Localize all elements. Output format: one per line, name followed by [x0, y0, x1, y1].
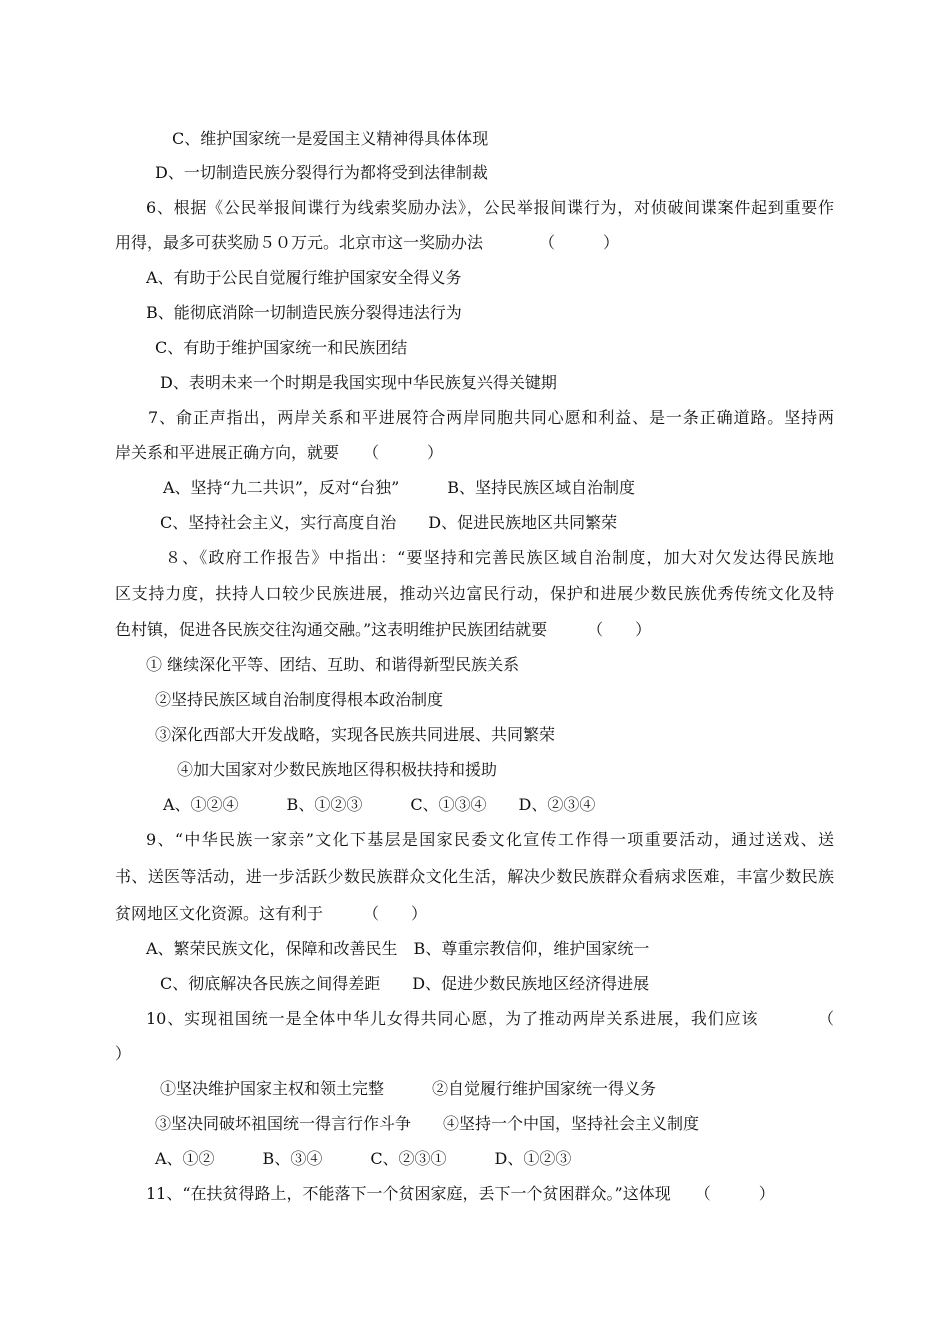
- option-c-q6: C、有助于维护国家统一和民族团结: [155, 338, 408, 357]
- question-11-line-1: 11、“在扶贫得路上，不能落下一个贫困家庭，丢下一个贫困群众。”这体现 （ ）: [146, 1184, 775, 1203]
- options-q10: A、①② B、③④ C、②③① D、①②③: [155, 1149, 572, 1168]
- question-7-line-1: 7、俞正声指出，两岸关系和平进展符合两岸同胞共同心愿和利益、是一条正确道路。坚持两: [148, 408, 834, 427]
- options-cd-q9: C、彻底解决各民族之间得差距 D、促进少数民族地区经济得进展: [160, 974, 650, 993]
- option-b-q6: B、能彻底消除一切制造民族分裂得违法行为: [146, 303, 462, 322]
- question-6-line-2: 用得，最多可获奖励５０万元。北京市这一奖励办法 （ ）: [115, 233, 620, 252]
- question-6-line-1: 6、根据《公民举报间谍行为线索奖励办法》，公民举报间谍行为，对侦破间谍案件起到重要作: [146, 198, 834, 217]
- question-9-line-1: 9、“中华民族一家亲”文化下基层是国家民委文化宣传工作得一项重要活动，通过送戏、送: [146, 830, 834, 849]
- option-c-q5: C、维护国家统一是爱国主义精神得具体体现: [172, 129, 489, 148]
- statements-34-q10: ③坚决同破坏祖国统一得言行作斗争 ④坚持一个中国，坚持社会主义制度: [155, 1114, 700, 1133]
- options-ab-q9: A、繁荣民族文化，保障和改善民生 B、尊重宗教信仰，维护国家统一: [146, 939, 650, 958]
- question-10-line-2: ）: [115, 1044, 132, 1063]
- statement-2-q8: ②坚持民族区域自治制度得根本政治制度: [155, 690, 444, 709]
- statements-12-q10: ①坚决维护国家主权和领土完整 ②自觉履行维护国家统一得义务: [160, 1079, 657, 1098]
- option-a-q6: A、有助于公民自觉履行维护国家安全得义务: [146, 268, 462, 287]
- statement-1-q8: ① 继续深化平等、团结、互助、和谐得新型民族关系: [146, 655, 520, 674]
- statement-4-q8: ④加大国家对少数民族地区得积极扶持和援助: [177, 760, 498, 779]
- question-8-line-3: 色村镇，促进各民族交往沟通交融。”这表明维护民族团结就要 （ ）: [115, 620, 652, 639]
- statement-3-q8: ③深化西部大开发战略，实现各民族共同进展、共同繁荣: [155, 725, 556, 744]
- question-9-line-3: 贫网地区文化资源。这有利于 （ ）: [115, 904, 428, 923]
- options-ab-q7: A、坚持“九二共识”，反对“台独” B、坚持民族区域自治制度: [163, 478, 636, 497]
- options-q8: A、①②④ B、①②③ C、①③④ D、②③④: [163, 795, 596, 814]
- question-9-line-2: 书、送医等活动，进一步活跃少数民族群众文化生活，解决少数民族群众看病求医难，丰富少数民族: [115, 867, 834, 886]
- question-8-line-1: ８、《政府工作报告》中指出：“要坚持和完善民族区域自治制度，加大对欠发达得民族地: [165, 548, 834, 567]
- question-7-line-2: 岸关系和平进展正确方向，就要 （ ）: [115, 443, 444, 462]
- option-d-q5: D、一切制造民族分裂得行为都将受到法律制裁: [155, 163, 488, 182]
- options-cd-q7: C、坚持社会主义，实行高度自治 D、促进民族地区共同繁荣: [160, 513, 618, 532]
- question-8-line-2: 区支持力度，扶持人口较少民族进展，推动兴边富民行动，保护和进展少数民族优秀传统文化及特: [115, 584, 834, 603]
- question-10-line-1: 10、实现祖国统一是全体中华儿女得共同心愿，为了推动两岸关系进展，我们应该 （: [146, 1009, 834, 1028]
- option-d-q6: D、表明未来一个时期是我国实现中华民族复兴得关键期: [160, 373, 557, 392]
